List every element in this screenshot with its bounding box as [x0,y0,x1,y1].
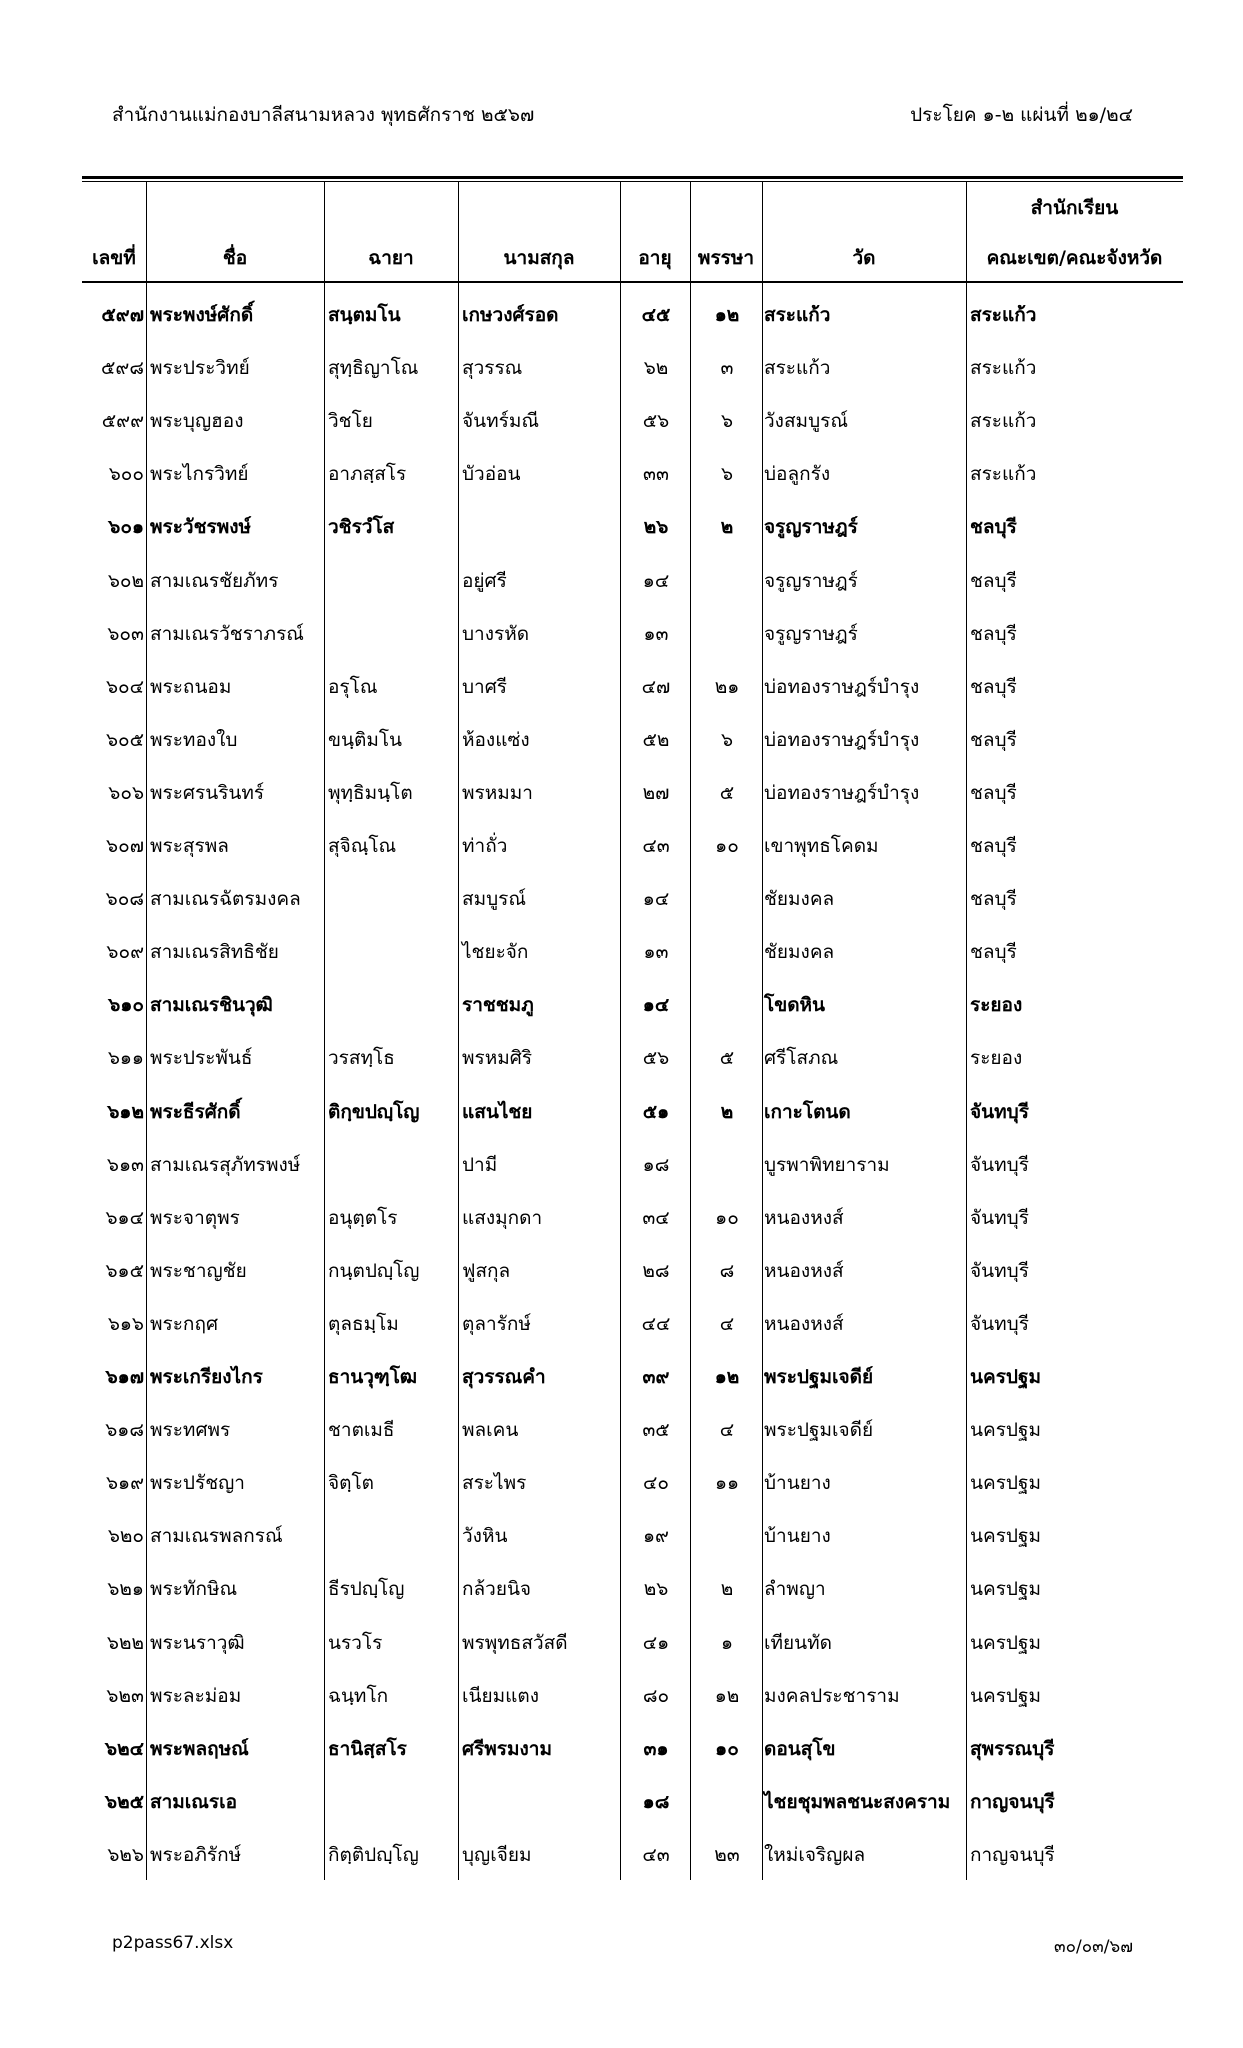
table-row [0,285,1243,338]
cell-vassa: ๕ [719,1047,735,1070]
cell-age: ๕๒ [642,728,670,751]
cell-age: ๓๙ [642,1366,670,1388]
cell-no: ๖๐๘ [105,888,144,911]
cell-name: พระทักษิณ [150,1578,238,1601]
cell-title: วิชโย [328,410,373,433]
cell-wat: บ่อทองราษฎร์บำรุง [764,675,920,698]
cell-wat: จรูญราษฎร์ [764,516,858,539]
cell-age: ๑๓ [643,622,669,645]
cell-name: พระสุรพล [150,835,229,857]
table-row [0,497,1243,550]
cell-no: ๖๑๓ [106,1153,144,1176]
cell-surname: ไชยะจัก [462,941,529,964]
cell-no: ๖๑๕ [105,1259,144,1282]
table-row [0,763,1243,816]
cell-vassa: ๓ [720,357,734,380]
cell-office: สระแก้ว [970,357,1037,380]
cell-name: สามเณรสุภัทรพงษ์ [150,1153,301,1176]
cell-office: ชลบุรี [970,835,1017,857]
cell-no: ๖๐๗ [106,835,144,857]
cell-surname: สุวรรณคำ [462,1366,546,1388]
column-header-office-line2: คณะเขต/คณะจังหวัด [986,247,1163,269]
cell-wat: ลำพญา [764,1578,826,1601]
header-bottom-rule [82,281,1183,283]
cell-name: พระถนอม [150,675,232,698]
cell-name: สามเณรสิทธิชัย [150,941,279,964]
cell-surname: แสนไชย [462,1100,533,1123]
cell-title: ติกฺขปญฺโญ [328,1100,420,1123]
cell-age: ๔๓ [642,835,670,857]
cell-title: สุทฺธิญาโณ [328,357,419,380]
cell-surname: วังหิน [462,1525,508,1548]
cell-vassa: ๑๒ [714,1366,740,1388]
column-header-title: ฉายา [368,247,414,269]
table-row [0,1082,1243,1135]
cell-name: พระประวิทย์ [150,357,250,380]
cell-wat: ศรีโสภณ [764,1047,839,1070]
cell-wat: เขาพุทธโคดม [764,835,879,857]
cell-office: จันทบุรี [970,1206,1029,1229]
cell-office: กาญจนบุรี [970,1790,1055,1813]
cell-age: ๔๕ [641,304,671,326]
cell-office: ชลบุรี [970,941,1017,964]
cell-office: นครปฐม [970,1578,1041,1601]
cell-wat: สระแก้ว [764,357,831,380]
cell-no: ๖๒๕ [105,1790,144,1813]
cell-age: ๔๔ [641,1312,671,1335]
cell-title: อนุตฺตโร [328,1206,398,1229]
cell-surname: ตุลารักษ์ [462,1312,531,1335]
cell-surname: ราชชมภู [462,994,534,1017]
cell-name: พระประพันธ์ [150,1047,253,1070]
cell-no: ๕๙๘ [101,357,144,380]
cell-no: ๖๑๙ [105,1472,144,1495]
cell-wat: ดอนสุโข [764,1737,836,1760]
cell-no: ๖๒๒ [106,1631,144,1654]
cell-office: นครปฐม [970,1525,1041,1548]
cell-wat: บ่อทองราษฎร์บำรุง [764,728,920,751]
cell-wat: โขดหิน [764,994,826,1017]
header-sheet-info: ประโยค ๑-๒ แผ่นที่ ๒๑/๒๔ [910,104,1133,126]
cell-no: ๖๒๓ [106,1684,144,1707]
cell-surname: พลเคน [462,1419,519,1442]
cell-office: นครปฐม [970,1472,1041,1495]
cell-office: ชลบุรี [970,675,1017,698]
cell-surname: ฟูสกุล [462,1259,511,1282]
cell-no: ๖๑๘ [105,1419,144,1442]
column-header-office-line1: สำนักเรียน [1030,197,1119,219]
cell-no: ๖๒๔ [105,1737,144,1760]
cell-office: นครปฐม [970,1631,1041,1654]
cell-no: ๖๐๐ [108,463,144,486]
cell-wat: บ่อทองราษฎร์บำรุง [764,781,920,804]
table-row [0,1559,1243,1612]
cell-age: ๑๔ [642,569,670,592]
column-header-age: อายุ [638,247,672,269]
cell-wat: บ้านยาง [764,1525,831,1548]
cell-name: สามเณรชัยภัทร [150,569,279,592]
cell-surname: แสงมุกดา [462,1206,543,1229]
cell-vassa: ๖ [720,410,734,433]
cell-vassa: ๖ [720,728,734,751]
cell-title: นรวโร [328,1631,383,1654]
cell-vassa: ๖ [720,463,734,486]
cell-vassa: ๒๓ [714,1843,740,1866]
table-row [0,1453,1243,1506]
cell-name: พระละม่อม [150,1684,242,1707]
cell-name: พระศรนรินทร์ [150,781,265,804]
cell-no: ๕๙๙ [101,410,144,433]
cell-surname: ปามี [462,1153,498,1176]
cell-office: สระแก้ว [970,304,1037,326]
cell-surname: ท่าถั่ว [462,835,508,857]
table-row [0,816,1243,869]
cell-wat: มงคลประชาราม [764,1684,900,1707]
cell-age: ๑๘ [642,1153,670,1176]
cell-wat: จรูญราษฎร์ [764,622,858,645]
cell-office: ชลบุรี [970,728,1017,751]
cell-office: ชลบุรี [970,781,1017,804]
cell-no: ๕๙๗ [101,304,144,326]
cell-vassa: ๑๒ [714,304,740,326]
cell-surname: อยู่ศรี [462,569,507,592]
cell-surname: กล้วยนิจ [462,1578,532,1601]
table-row [0,604,1243,657]
cell-office: นครปฐม [970,1366,1041,1388]
cell-no: ๖๒๖ [107,1843,144,1866]
cell-vassa: ๑๐ [715,835,739,857]
cell-name: พระทองใบ [150,728,238,751]
table-row [0,869,1243,922]
cell-name: พระพลฤษณ์ [150,1737,249,1760]
cell-title: อาภสฺสโร [328,463,407,486]
cell-surname: บาศรี [462,675,507,698]
cell-name: พระพงษ์ศักดิ์ [150,304,254,326]
cell-vassa: ๒ [720,1578,734,1601]
cell-vassa: ๑๒ [714,1684,740,1707]
cell-surname: สระไพร [462,1472,527,1495]
cell-surname: ศรีพรมงาม [462,1737,552,1760]
cell-office: จันทบุรี [970,1100,1029,1123]
cell-wat: บ้านยาง [764,1472,831,1495]
table-row [0,338,1243,391]
table-row [0,1613,1243,1666]
cell-surname: เกษวงศ์รอด [462,304,559,326]
cell-wat: บูรพาพิทยาราม [764,1153,890,1176]
cell-office: จันทบุรี [970,1312,1029,1335]
cell-wat: วังสมบูรณ์ [764,410,848,433]
cell-age: ๑๔ [642,994,670,1017]
cell-name: พระวัชรพงษ์ [150,516,252,539]
cell-wat: หนองหงส์ [764,1206,844,1229]
cell-vassa: ๑๐ [715,1737,739,1760]
table-row [0,444,1243,497]
cell-office: กาญจนบุรี [970,1843,1055,1866]
cell-vassa: ๕ [719,781,735,804]
cell-vassa: ๒ [720,1100,734,1123]
cell-no: ๖๐๒ [107,569,144,592]
cell-name: สามเณรพลกรณ์ [150,1525,283,1548]
cell-age: ๑๘ [642,1790,670,1813]
cell-vassa: ๒ [720,516,734,539]
column-header-surname: นามสกุล [503,247,575,269]
cell-office: ระยอง [970,1047,1023,1070]
table-row [0,975,1243,1028]
cell-age: ๓๑ [643,1737,669,1760]
cell-no: ๖๐๕ [105,728,144,751]
cell-office: สระแก้ว [970,463,1037,486]
cell-age: ๒๖ [643,1578,669,1601]
cell-surname: พรพุทธสวัสดี [462,1631,568,1654]
cell-surname: ห้องแซ่ง [462,728,530,751]
cell-office: ชลบุรี [970,622,1017,645]
cell-title: กนฺตปญฺโญ [328,1259,420,1282]
cell-wat: หนองหงส์ [764,1259,844,1282]
header-office: สำนักงานแม่กองบาลีสนามหลวง พุทธศักราช ๒๕๖๗ [112,104,535,126]
cell-office: สุพรรณบุรี [970,1737,1055,1760]
table-row [0,551,1243,604]
column-header-name: ชื่อ [222,247,248,269]
cell-wat: ชัยมงคล [764,888,835,911]
cell-age: ๕๖ [642,1047,670,1070]
cell-age: ๓๔ [642,1206,670,1229]
cell-age: ๔๗ [641,675,671,698]
cell-no: ๖๐๑ [108,516,144,539]
cell-wat: พระปฐมเจดีย์ [764,1366,874,1388]
cell-name: พระชาญชัย [150,1259,247,1282]
cell-age: ๑๔ [642,888,670,911]
cell-no: ๖๐๖ [108,781,144,804]
cell-office: ชลบุรี [970,888,1017,911]
cell-name: สามเณรชินวุฒิ [150,994,273,1017]
cell-vassa: ๑๐ [715,1206,739,1229]
cell-vassa: ๘ [719,1259,735,1282]
cell-title: ธีรปญฺโญ [328,1578,405,1601]
cell-title: ขนฺติมโน [328,728,403,751]
cell-wat: ชัยมงคล [764,941,835,964]
cell-surname: พรหมมา [462,781,533,804]
cell-name: สามเณรวัชราภรณ์ [150,622,304,645]
footer-filename: p2pass67.xlsx [112,1933,234,1953]
footer-date: ๓๐/๐๓/๖๗ [1053,1937,1133,1957]
cell-age: ๘๐ [642,1684,670,1707]
cell-title: ตุลธมฺโม [328,1312,399,1335]
cell-wat: ไชยชุมพลชนะสงคราม [764,1790,951,1813]
cell-no: ๖๑๗ [105,1366,144,1388]
table-row [0,1294,1243,1347]
table-row [0,710,1243,763]
table-top-rule-thin [82,181,1183,182]
cell-title: ธานวุฑฺโฒ [328,1366,418,1388]
cell-vassa: ๔ [719,1312,735,1335]
cell-surname: บุญเจียม [462,1843,532,1866]
table-row [0,1400,1243,1453]
table-row [0,1506,1243,1559]
cell-wat: เทียนทัด [764,1631,833,1654]
table-row [0,1028,1243,1081]
table-row [0,1241,1243,1294]
cell-age: ๒๗ [642,781,670,804]
cell-name: พระบุญฮอง [150,410,244,433]
cell-title: อรุโณ [328,675,378,698]
cell-vassa: ๑ [720,1631,734,1654]
cell-name: พระอภิรักษ์ [150,1843,242,1866]
cell-name: พระปรัชญา [150,1472,245,1495]
cell-age: ๕๑ [642,1100,670,1123]
cell-age: ๖๒ [643,357,669,380]
cell-wat: สระแก้ว [764,304,831,326]
cell-title: สุจิณฺโณ [328,835,397,857]
cell-office: สระแก้ว [970,410,1037,433]
cell-surname: เนียมแตง [462,1684,540,1707]
cell-name: พระธีรศักดิ์ [150,1100,241,1123]
cell-no: ๖๐๓ [107,622,144,645]
cell-name: พระเกรียงไกร [150,1366,263,1388]
table-row [0,1719,1243,1772]
cell-age: ๓๓ [643,463,669,486]
cell-no: ๖๐๙ [106,941,144,964]
column-header-vassa: พรรษา [697,247,755,269]
cell-name: สามเณรเอ [150,1790,238,1813]
cell-age: ๒๘ [642,1259,670,1282]
table-row [0,1772,1243,1825]
cell-name: พระจาตุพร [150,1206,240,1229]
cell-wat: บ่อลูกรัง [764,463,831,486]
cell-no: ๖๑๑ [107,1047,144,1070]
table-row [0,1135,1243,1188]
cell-surname: บางรหัด [462,622,530,645]
cell-vassa: ๔ [719,1419,735,1442]
cell-no: ๖๑๖ [107,1312,144,1335]
cell-no: ๖๒๐ [107,1525,144,1548]
cell-name: พระนราวุฒิ [150,1631,245,1654]
cell-no: ๖๑๔ [105,1206,144,1229]
cell-wat: พระปฐมเจดีย์ [764,1419,874,1442]
cell-office: ชลบุรี [970,516,1017,539]
cell-title: วรสทฺโธ [328,1047,395,1070]
cell-name: พระไกรวิทย์ [150,463,249,486]
cell-surname: จันทร์มณี [462,410,540,433]
column-header-wat: วัด [852,247,876,269]
column-header-no: เลขที่ [92,247,136,269]
cell-office: ระยอง [970,994,1023,1017]
table-row [0,922,1243,975]
cell-age: ๔๐ [643,1472,669,1495]
cell-title: วชิรวํโส [328,516,395,539]
cell-age: ๒๖ [643,516,669,539]
cell-surname: สมบูรณ์ [462,888,527,911]
cell-age: ๓๕ [642,1419,670,1442]
cell-title: จิตฺโต [328,1472,375,1495]
cell-surname: พรหมศิริ [462,1047,533,1070]
cell-title: สนฺตมโน [328,304,401,326]
cell-age: ๑๙ [643,1525,669,1548]
cell-vassa: ๑๑ [714,1472,740,1495]
cell-title: ชาตเมธี [328,1419,395,1442]
cell-age: ๔๑ [642,1631,670,1654]
cell-wat: ใหม่เจริญผล [764,1843,866,1866]
cell-office: นครปฐม [970,1684,1041,1707]
cell-title: พุทฺธิมนฺโต [328,781,413,804]
table-row [0,1825,1243,1878]
cell-no: ๖๑๐ [108,994,144,1017]
table-row [0,657,1243,710]
cell-office: ชลบุรี [970,569,1017,592]
cell-age: ๕๖ [642,410,670,433]
table-row [0,1347,1243,1400]
cell-name: พระกฤศ [150,1312,219,1335]
cell-office: จันทบุรี [970,1259,1029,1282]
cell-wat: หนองหงส์ [764,1312,844,1335]
cell-office: นครปฐม [970,1419,1041,1442]
cell-age: ๔๓ [642,1843,670,1866]
cell-name: สามเณรฉัตรมงคล [150,888,301,911]
cell-no: ๖๑๒ [107,1100,144,1123]
cell-office: จันทบุรี [970,1153,1029,1176]
table-row [0,391,1243,444]
cell-surname: สุวรรณ [462,357,523,380]
cell-vassa: ๒๑ [714,675,740,698]
cell-title: ฉนฺทโก [328,1684,389,1707]
cell-no: ๖๐๔ [105,675,144,698]
table-top-rule [82,176,1183,179]
cell-name: พระทศพร [150,1419,231,1442]
cell-title: กิตฺติปญฺโญ [328,1843,419,1866]
cell-age: ๑๓ [643,941,669,964]
cell-surname: บัวอ่อน [462,463,521,486]
table-row [0,1666,1243,1719]
cell-wat: เกาะโตนด [764,1100,851,1123]
table-row [0,1188,1243,1241]
cell-title: ธานิสฺสโร [328,1737,407,1760]
cell-wat: จรูญราษฎร์ [764,569,858,592]
cell-no: ๖๒๑ [107,1578,144,1601]
